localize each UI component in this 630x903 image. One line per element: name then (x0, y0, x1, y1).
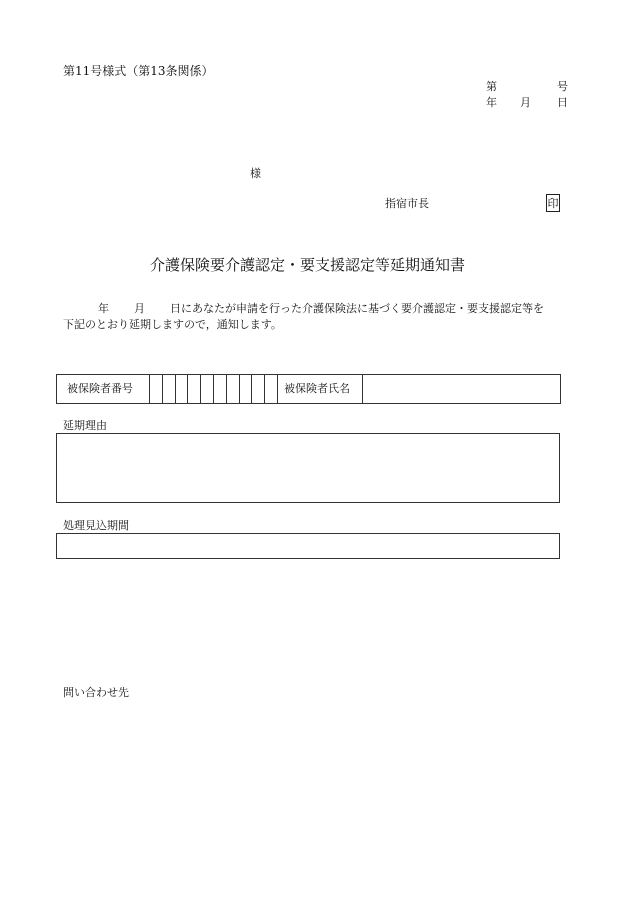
date-year: 年 (486, 96, 497, 109)
form-number: 第11号様式（第13条関係） (63, 64, 214, 78)
reason-field[interactable] (56, 433, 560, 503)
insured-info-table (56, 374, 561, 404)
doc-number-suffix: 号 (557, 80, 568, 93)
date-day: 日 (557, 96, 568, 109)
insured-number-digit-4[interactable] (188, 375, 201, 403)
contact-label: 問い合わせ先 (63, 686, 129, 699)
body-month: 月 (134, 302, 145, 315)
insured-number-digit-5[interactable] (201, 375, 214, 403)
insured-name-label: 被保険者氏名 (278, 375, 363, 403)
date-month: 月 (520, 96, 531, 109)
reason-label: 延期理由 (63, 419, 107, 432)
insured-number-digit-7[interactable] (227, 375, 240, 403)
body-year: 年 (98, 302, 109, 315)
document-title: 介護保険要介護認定・要支援認定等延期通知書 (150, 256, 466, 274)
insured-number-digit-1[interactable] (150, 375, 163, 403)
insured-number-label: 被保険者番号 (57, 375, 150, 403)
insured-number-digit-6[interactable] (214, 375, 227, 403)
body-line2: 下記のとおり延期しますので，通知します。 (63, 318, 282, 331)
addressee-honorific: 様 (250, 167, 261, 180)
sender-title: 指宿市長 (385, 197, 429, 210)
period-label: 処理見込期間 (63, 519, 129, 532)
insured-number-digit-9[interactable] (252, 375, 265, 403)
doc-number-prefix: 第 (486, 80, 497, 93)
insured-number-digit-3[interactable] (176, 375, 189, 403)
insured-number-digit-2[interactable] (163, 375, 176, 403)
insured-number-digit-10[interactable] (265, 375, 278, 403)
seal-stamp: 印 (546, 194, 560, 212)
body-line1: 日にあなたが申請を行った介護保険法に基づく要介護認定・要支援認定等を (170, 302, 544, 315)
insured-number-digit-8[interactable] (240, 375, 253, 403)
period-field[interactable] (56, 533, 560, 559)
insured-name-field[interactable] (363, 375, 560, 403)
